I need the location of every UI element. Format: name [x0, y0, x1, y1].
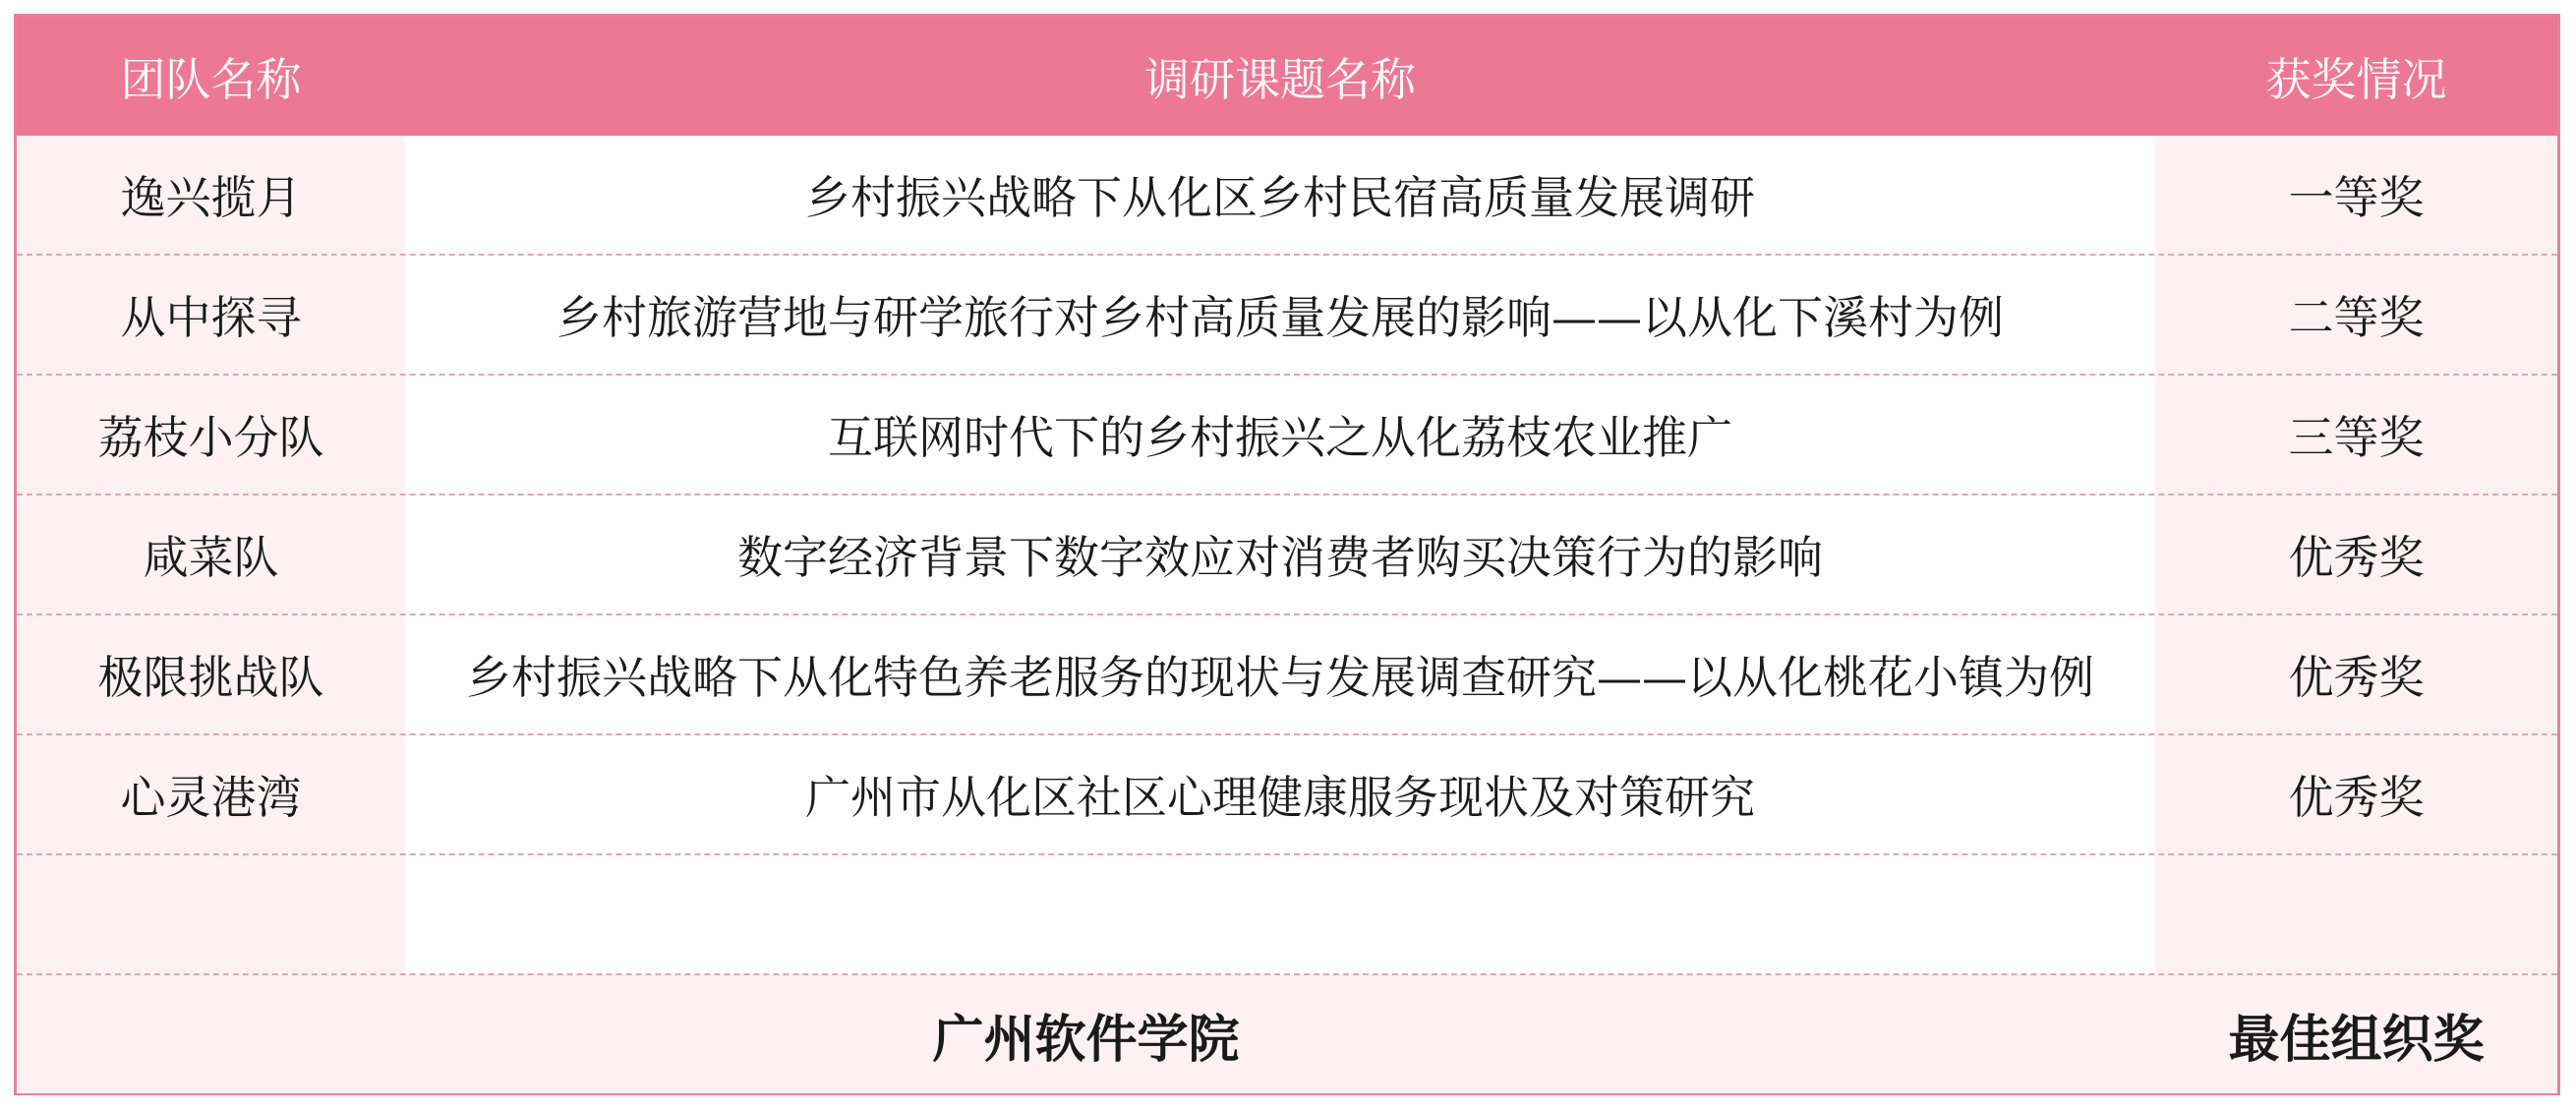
topic-cell: 数字经济背景下数字效应对消费者购买决策行为的影响 [405, 496, 2155, 614]
team-cell: 极限挑战队 [17, 615, 405, 733]
team-cell: 从中探寻 [17, 256, 405, 374]
header-award: 获奖情况 [2265, 52, 2447, 106]
team-cell: 荔枝小分队 [17, 376, 405, 494]
table-row [17, 496, 2557, 615]
organization-name: 广州软件学院 [17, 975, 2155, 1093]
award-cell: 二等奖 [2155, 256, 2557, 374]
award-cell: 三等奖 [2155, 376, 2557, 494]
topic-cell [405, 855, 2155, 973]
topic-cell: 乡村振兴战略下从化区乡村民宿高质量发展调研 [405, 136, 2155, 254]
award-cell: 优秀奖 [2155, 735, 2557, 853]
topic-cell: 互联网时代下的乡村振兴之从化荔枝农业推广 [405, 376, 2155, 494]
topic-cell: 乡村旅游营地与研学旅行对乡村高质量发展的影响——以从化下溪村为例 [405, 256, 2155, 374]
award-cell: 优秀奖 [2155, 496, 2557, 614]
award-table [14, 14, 2560, 1095]
table-row [17, 136, 2557, 256]
table-footer [17, 975, 2557, 1093]
award-cell: 一等奖 [2155, 136, 2557, 254]
table-row [17, 615, 2557, 735]
table-header [17, 17, 2557, 136]
table-row [17, 376, 2557, 496]
table-row-empty [17, 855, 2557, 975]
award-cell: 优秀奖 [2155, 615, 2557, 733]
table-row [17, 735, 2557, 855]
award-cell [2155, 855, 2557, 973]
team-cell: 逸兴揽月 [17, 136, 405, 254]
team-cell: 心灵港湾 [17, 735, 405, 853]
organization-award: 最佳组织奖 [2155, 975, 2557, 1093]
topic-cell: 乡村振兴战略下从化特色养老服务的现状与发展调查研究——以从化桃花小镇为例 [405, 615, 2155, 733]
header-topic: 调研课题名称 [1144, 52, 1416, 106]
table-row [17, 256, 2557, 376]
topic-cell: 广州市从化区社区心理健康服务现状及对策研究 [405, 735, 2155, 853]
team-cell: 咸菜队 [17, 496, 405, 614]
header-team: 团队名称 [120, 52, 302, 106]
team-cell [17, 855, 405, 973]
